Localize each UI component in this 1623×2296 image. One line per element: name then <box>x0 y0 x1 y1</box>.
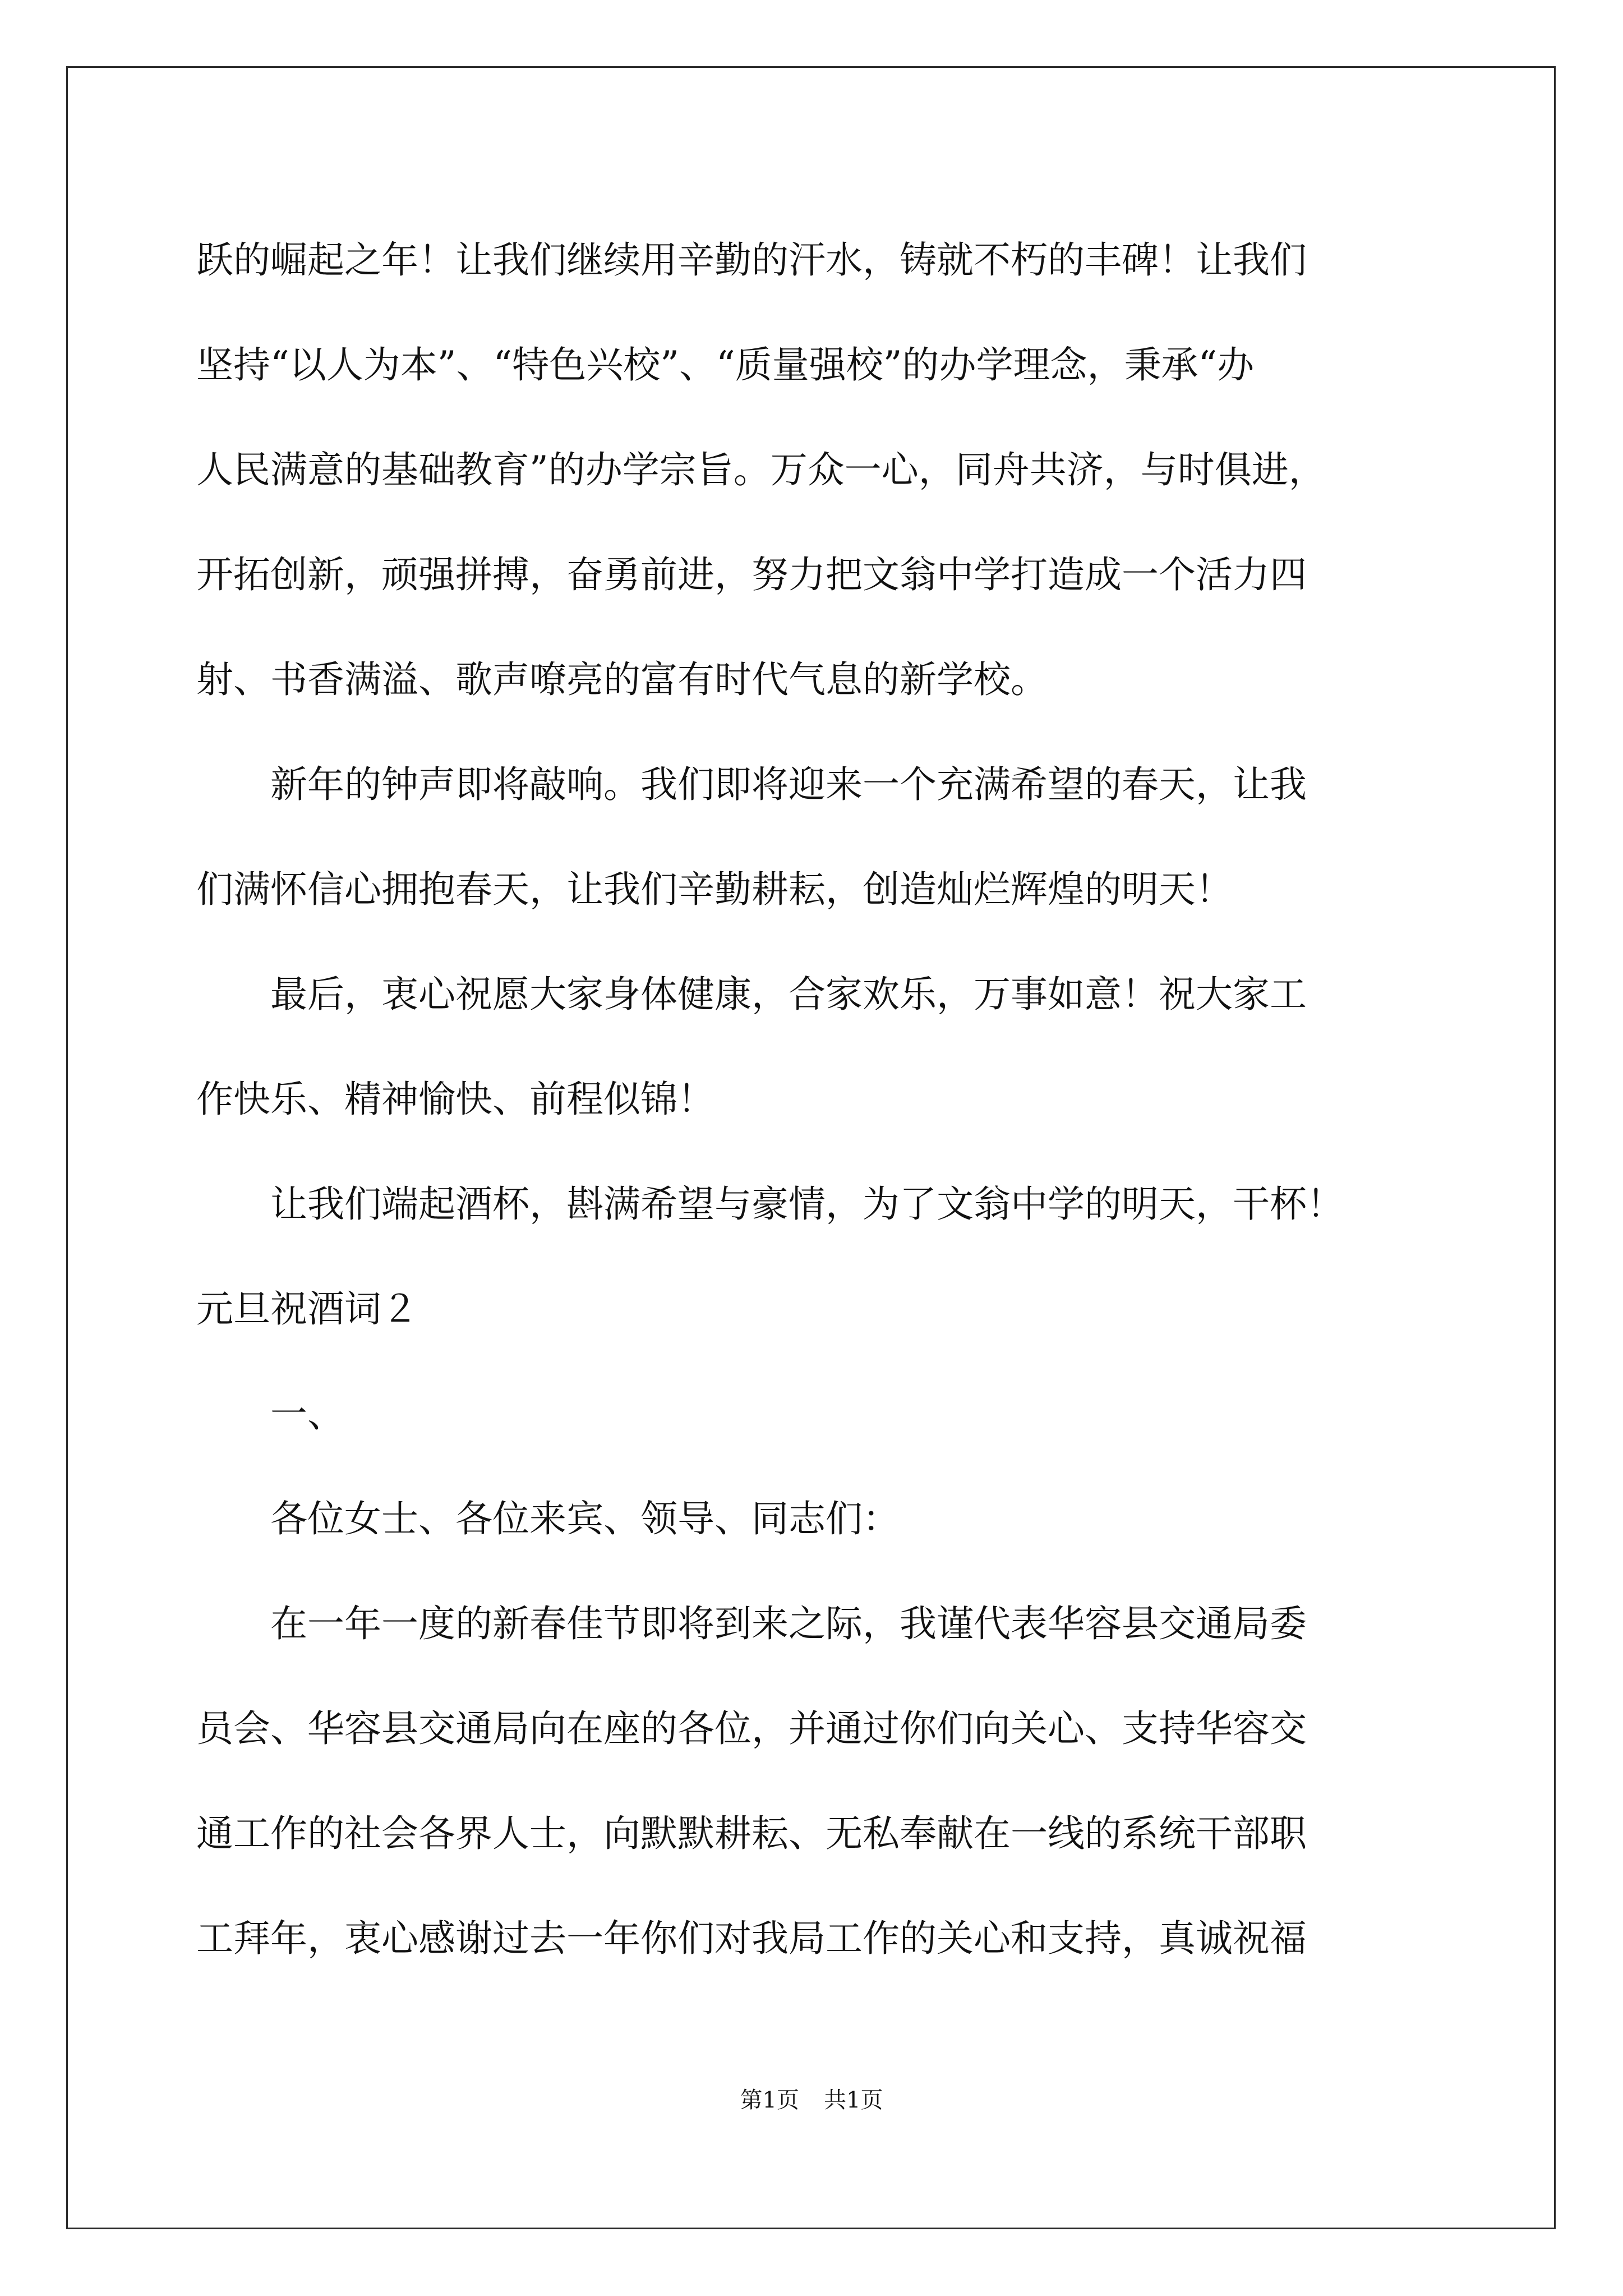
paragraph-line: 开拓创新，顽强拼搏，奋勇前进，努力把文翁中学打造成一个活力四 <box>196 553 1307 596</box>
paragraph-line: 新年的钟声即将敲响。我们即将迎来一个充满希望的春天，让我 <box>196 763 1307 806</box>
paragraph-line: 让我们端起酒杯，斟满希望与豪情，为了文翁中学的明天，干杯！ <box>196 1182 1344 1226</box>
paragraph-line: 工拜年，衷心感谢过去一年你们对我局工作的关心和支持，真诚祝福 <box>196 1917 1307 1960</box>
paragraph-line: 人民满意的基础教育”的办学宗旨。万众一心，同舟共济，与时俱进， <box>196 448 1326 491</box>
paragraph-line: 坚持“以人为本”、“特色兴校”、“质量强校”的办学理念，秉承“办 <box>196 343 1255 386</box>
page-footer <box>0 2082 1623 2114</box>
paragraph-line: 射、书香满溢、歌声嘹亮的富有时代气息的新学校。 <box>196 658 1048 701</box>
paragraph-line: 们满怀信心拥抱春天，让我们辛勤耕耘，创造灿烂辉煌的明天！ <box>196 868 1233 911</box>
page-number: 第1页 <box>740 2087 799 2113</box>
paragraph-line: 最后，衷心祝愿大家身体健康，合家欢乐，万事如意！祝大家工 <box>196 973 1307 1016</box>
paragraph-line: 通工作的社会各界人士，向默默耕耘、无私奉献在一线的系统干部职 <box>196 1812 1307 1855</box>
page-count: 共1页 <box>824 2087 883 2113</box>
paragraph-line: 跃的崛起之年！让我们继续用辛勤的汗水，铸就不朽的丰碑！让我们 <box>196 238 1307 282</box>
paragraph-line: 作快乐、精神愉快、前程似锦！ <box>196 1078 714 1121</box>
paragraph-line: 在一年一度的新春佳节即将到来之际，我谨代表华容县交通局委 <box>196 1602 1307 1645</box>
document-body <box>196 208 1430 1991</box>
section-heading: 元旦祝酒词２ <box>196 1287 418 1331</box>
paragraph-line: 一、 <box>196 1392 344 1435</box>
paragraph-line: 各位女士、各位来宾、领导、同志们： <box>196 1497 900 1540</box>
paragraph-line: 员会、华容县交通局向在座的各位，并通过你们向关心、支持华容交 <box>196 1707 1307 1750</box>
